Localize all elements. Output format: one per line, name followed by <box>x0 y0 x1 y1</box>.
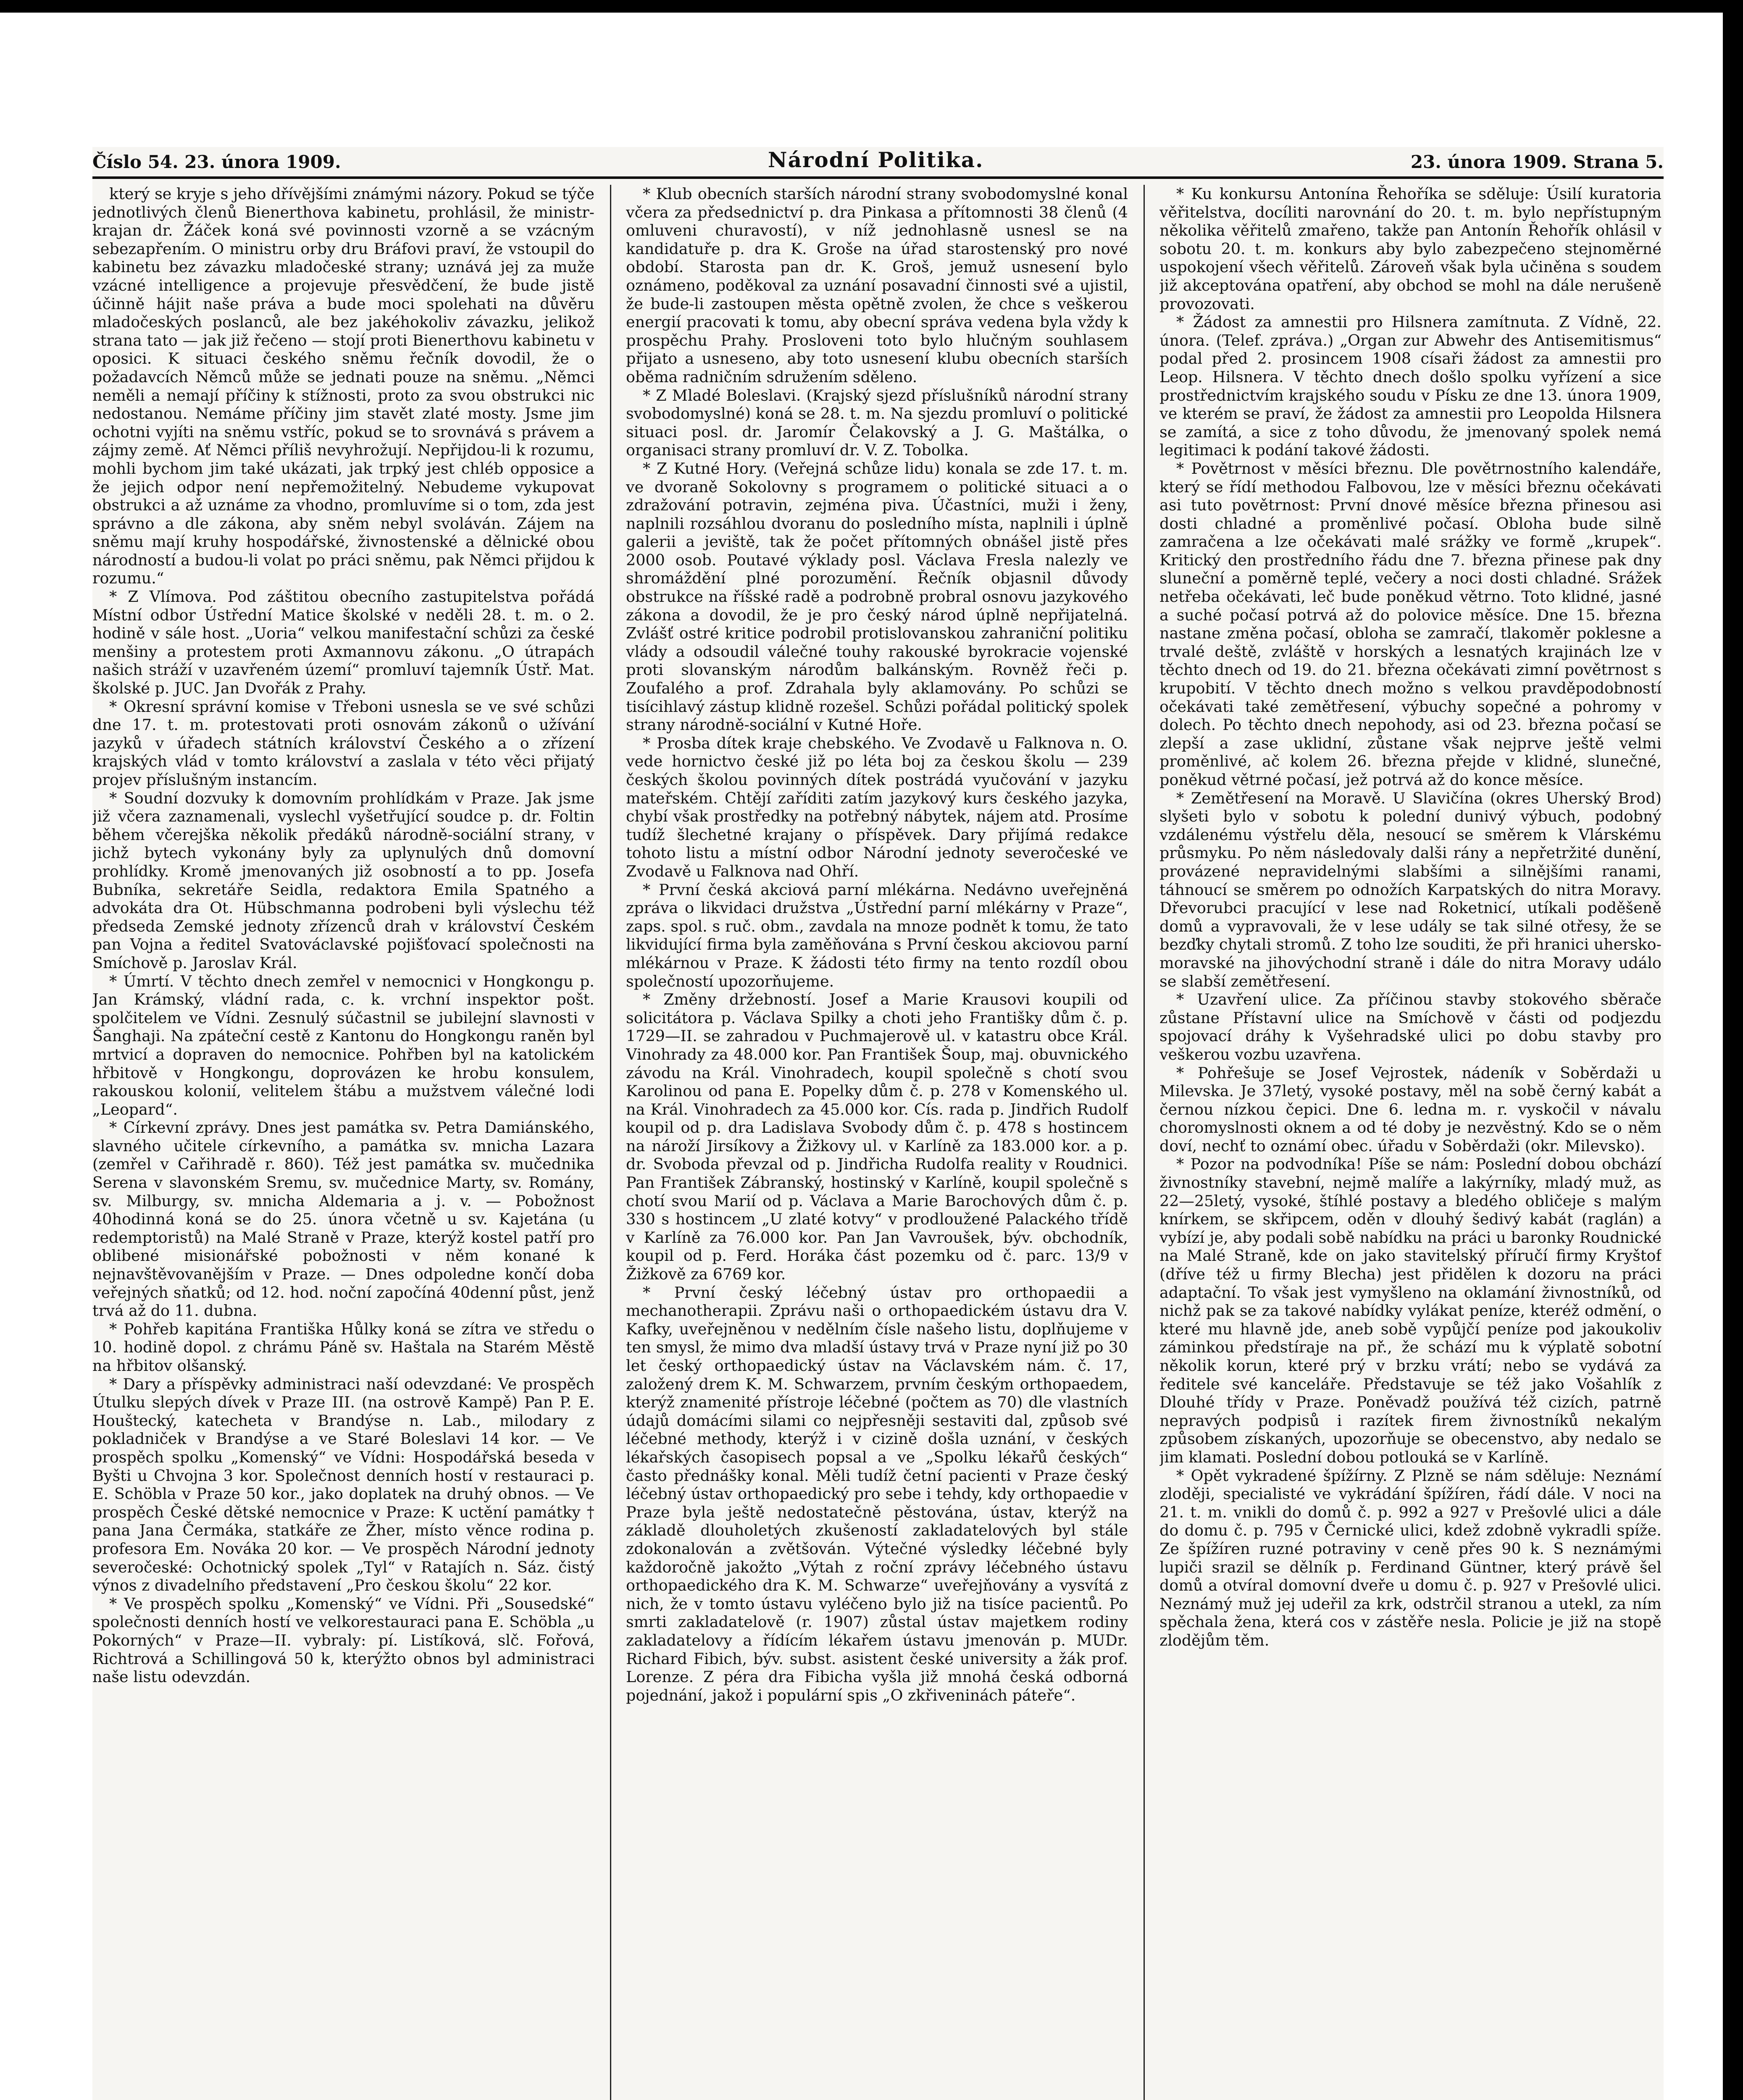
article-paragraph: * Z Mladé Boleslavi. (Krajský sjezd příslušníků národní strany svobodomyslné) koná se 28. t. m. Na sjezdu promluví o politické situaci posl. dr. Jaromír Čelakovský a J. G. Maštálka, o organisaci strany promluví dr. V. Z. Tobolka. <box>626 386 1128 459</box>
article-paragraph: * Církevní zprávy. Dnes jest památka sv. Petra Damiánského, slavného učitele církevního, a památka sv. mnicha Lazara (zemřel v Cařihradě r. 860). Též jest památka sv. mučednika Serena v slavonském Sremu, sv. mučednice Marty, sv. Romány, sv. Milburgy, sv. mnicha Aldemaria a j. v. — Pobožnost 40hodinná koná se do 25. února včetně u sv. Kajetána (u redemptoristů) na Malé Straně v Praze, kterýž kostel patří pro oblibené misionářské pobožnosti v něm konané k nejnavštěvovanějším v Praze. — Dnes odpoledne končí doba veřejných sňatků; od 12. hod. noční započíná 40denní půst, jenž trvá až do 11. dubna. <box>92 1118 594 1320</box>
article-paragraph: * Klub obecních starších národní strany svobodomyslné konal včera za předsednictví p. dra Pinkasa a přítomnosti 38 členů (4 omluveni churavostí), v níž jednohlasně usnesl se na kandidatuře p. dra K. Groše na úřad starostenský pro nové období. Starosta pan dr. K. Groš, jemuž usnesení bylo oznámeno, poděkoval za uznání posavadní činnosti své a ujistil, že bude-li zastoupen města opětně zvolen, že chce s veškerou energií pracovati k tomu, aby obecní správa vedena byla vždy k prospěchu Prahy. Prosloveni toto bylo hlučným souhlasem přijato a usneseno, aby toto usnesení klubu obecních starších oběma radničním sdružením sděleno. <box>626 185 1128 386</box>
article-paragraph: * Opět vykradené špížírny. Z Plzně se nám sděluje: Neznámí zloději, specialisté ve vykrádání špížíren, řádí dále. V noci na 21. t. m. vnikli do domů č. p. 992 a 927 v Prešovlé ulici a dále do domu č. p. 795 v Černické ulici, kdež zdobně vykradli spíže. Ze špížíren ruzné potraviny v ceně přes 90 k. S neznámými lupiči srazil se dělník p. Ferdinand Güntner, který právě šel domů a otvíral domovní dveře u domu č. p. 927 v Prešovlé ulici. Neznámý muž jej udeřil za krk, odstrčil stranou a utekl, za ním spěchala žena, která cos v zástěře nesla. Policie je již na stopě zlodějům těm. <box>1159 1466 1662 1649</box>
article-paragraph: který se kryje s jeho dřívějšími známými názory. Pokud se týče jednotlivých členů Bienerthova kabinetu, prohlásil, že ministr-krajan dr. Žáček koná své povinnosti vzorně a se vzácným sebezapřením. O ministru orby dru Bráfovi praví, že vstoupil do kabinetu bez závazku mladočeské strany; uznává jej za muže vzácné intelligence a projevuje přesvědčení, že bude jistě účinně hájit naše práva a bude moci spolehati na důvěru mladočeských poslanců, ale bez jakéhokoliv závazku, jelikož strana tato — jak již řečeno — stojí proti Bienerthovu kabinetu v oposici. K situaci českého sněmu řečník dovodil, že o požadavcích Němců může se jednati pouze na sněmu. „Němci neměli a nemají příčiny k stížnosti, proto za svou obstrukci nic nedostanou. Nemáme příčiny jim stavět zlaté mosty. Jsme jim ochotni vyjíti na sněmu vstříc, pokud se to srovnává s právem a zájmy země. Ať Němci příliš nevyhrožují. Nepřijdou-li k rozumu, mohli bychom jim také ukázati, jak trpký jest chléb opposice a že jejich odpor není nepřemožitelný. Nebudeme vykupovat obstrukci a až uznáme za vhodno, promluvíme si o tom, zda jest správno a dle zákona, aby sněm nebyl svoláván. Zájem na sněmu mají kruhy hospodářské, živnostenské a dělnické obou národností a budou-li volat po práci sněmu, pak Němci přijdou k rozumu.“ <box>92 185 594 588</box>
article-paragraph: * Pohřešuje se Josef Vejrostek, nádeník v Soběrdaži u Milevska. Je 37letý, vysoké postavy, měl na sobě černý kabát a černou nízkou čepici. Dne 6. ledna m. r. vyskočil v návalu choromyslnosti oknem a od té doby je nezvěstný. Kdo se o něm doví, nechť to oznámí obec. úřadu v Soběrdaži (okr. Milevsko). <box>1159 1063 1662 1155</box>
article-paragraph: * Úmrtí. V těchto dnech zemřel v nemocnici v Hongkongu p. Jan Krámský, vládní rada, c. k. vrchní inspektor pošt. spolčitelem ve Vídni. Zesnulý súčastnil se jubilejní slavnosti v Šanghaji. Na zpáteční cestě z Kantonu do Hongkongu raněn byl mrtvicí a dopraven do nemocnice. Pohřben byl na katolickém hřbitově v Hongkongu, doprovázen ke hrobu konsulem, rakouskou kolonií, velitelem štábu a mužstvem válečné lodi „Leopard“. <box>92 972 594 1118</box>
article-paragraph: * Žádost za amnestii pro Hilsnera zamítnuta. Z Vídně, 22. února. (Telef. zpráva.) „Organ zur Abwehr des Antisemitismus“ podal před 2. prosincem 1908 císaři žádost za amnestii pro Leop. Hilsnera. V těchto dnech došlo spolku vyřízení a sice prostřednictvím krajského soudu v Písku ze dne 13. února 1909, ve kterém se praví, že žádost za amnestii pro Leopolda Hilsnera se zamítá, a sice z toho důvodu, že jmenovaný spolek nemá legitimaci k podání takové žádosti. <box>1159 313 1662 459</box>
article-paragraph: * První česká akciová parní mlékárna. Nedávno uveřejněná zpráva o likvidaci družstva „Ústřední parní mlékárny v Praze“, zaps. spol. s ruč. obm., zavdala na mnoze podnět k tomu, že tato likvidující firma byla zaměňována s První českou akciovou parní mlékárnou v Praze. K žádosti této firmy na tento rozdíl obou společností upozorňujeme. <box>626 880 1128 990</box>
article-paragraph: * Ku konkursu Antonína Řehoříka se sděluje: Úsilí kuratoria věřitelstva, docíliti narovnání do 20. t. m. bylo nepřístupným několika věřitelů zmařeno, takže pan Antonín Řehořík ohlásil v sobotu 20. t. m. konkurs aby bylo zabezpečeno stejnoměrné uspokojení všech věřitelů. Zároveň však byla učiněna s soudem již akceptována opatření, aby obchod se mohl na dále nerušeně provozovati. <box>1159 185 1662 313</box>
date-page: 23. února 1909. Strana 5. <box>1410 152 1664 172</box>
scan-border-top <box>0 0 1743 13</box>
article-paragraph: * Dary a příspěvky administraci naší odevzdané: Ve prospěch Útulku slepých dívek v Praze III. (na ostrově Kampě) Pan P. E. Houštecký, katecheta v Brandýse n. Lab., milodary z pokladniček v Brandýse a ve Staré Boleslavi 14 kor. — Ve prospěch spolku „Komenský“ ve Vídni: Hospodářská beseda v Byšti u Chvojna 3 kor. Společnost denních hostí v restauraci p. E. Schöbla v Praze 50 kor., jako doplatek na druhý obnos. — Ve prospěch České dětské nemocnice v Praze: K uctění památky † pana Jana Čermáka, statkáře ze Žher, místo věnce rodina p. profesora Em. Nováka 20 kor. — Ve prospěch Národní jednoty severočeské: Ochotnický spolek „Tyl“ v Ratajích n. Sáz. čistý výnos z divadelního představení „Pro českou školu“ 22 kor. <box>92 1375 594 1595</box>
newspaper-page <box>92 147 1664 2100</box>
article-paragraph: * Prosba dítek kraje chebského. Ve Zvodavě u Falknova n. O. vede hornictvo české již po léta boj za českou školu — 239 českých školou povinných dítek postrádá vyučování v jazyku mateřském. Chtějí zaříditi zatím jazykový kurs českého jazyka, chybí však prostředky na potřebný nábytek, nájem atd. Prosíme tudíž šlechetné krajany o příspěvek. Dary přijímá redakce tohoto listu a místní odbor Národní jednoty severočeské ve Zvodavě u Falknova nad Ohří. <box>626 734 1128 880</box>
article-paragraph: * Uzavření ulice. Za příčinou stavby stokového sběrače zůstane Přístavní ulice na Smíchově v části od podjezdu spojovací dráhy k Vyšehradské ulici po dobu stavby pro veškerou vozbu uzavřena. <box>1159 990 1662 1063</box>
article-paragraph: * Zemětřesení na Moravě. U Slavičína (okres Uherský Brod) slyšeti bylo v sobotu k polední dunivý výbuch, podobný vzdálenému výstřelu děla, nesoucí se směrem k Vlárskému průsmyku. Po něm následovaly dalši rány a nepřetržité dunění, provázené nepravidelnými slabšími a silnějšími ranami, táhnoucí se směrem po odnožích Karpatských do nitra Moravy. Dřevorubci pracující v lese nad Roketnicí, utíkali poděšeně domů a vypravovali, že v lese udály se tak silné otřesy, že se bezďky chytali stromů. Z toho lze souditi, že při hranici uhersko-moravské na jihovýchodní straně i dále do nitra Moravy událo se slabší zemětřesení. <box>1159 789 1662 990</box>
article-paragraph: * Okresní správní komise v Třeboni usnesla se ve své schůzi dne 17. t. m. protestovati proti osnovám zákonů o užívání jazyků v úřadech státních království Českého a o zřízení krajských vlád v tomto království a zaslala v této věci přijatý projev příslušným instancím. <box>92 697 594 789</box>
page-header <box>92 147 1664 172</box>
article-paragraph: * První český léčebný ústav pro orthopaedii a mechanotherapii. Zprávu naši o orthopaedickém ústavu dra V. Kafky, uveřejněnou v nedělním čísle našeho listu, doplňujeme v ten smysl, že mimo dva mladší ústavy trvá v Praze nyní již po 30 let český orthopaedický ústav na Václavském nám. č. 17, založený drem K. M. Schwarzem, prvním českým orthopaedem, kterýž znamenité přístroje léčebné (počtem as 70) dle vlastních údajů domácími silami co nejpřesněji sestaviti dal, způsob své léčebné methody, kterýž i v cizině došla uznání, v českých lékařských časopisech popsal a ve „Spolku lékařů českých“ často přednášky konal. Měli tudíž četní pacienti v Praze český léčebný ústav orthopaedický pro sebe i tehdy, kdy orthopaedie v Praze byla ještě nedostatečně pěstována, ústav, kterýž na základě dlouholetých zkušeností zakladatelových byl stále zdokonalován a zvětšován. Výtečné výsledky léčebné byly každoročně jakožto „Výtah z roční zprávy léčebného ústavu orthopaedického dra K. M. Schwarze“ uveřejňovány a vysvítá z nich, že v tomto ústavu vyléčeno bylo již na tisíce pacientů. Po smrti zakladatelově (r. 1907) zůstal ústav majetkem rodiny zakladatelovy a řídícím lékařem ústavu jmenován p. MUDr. Richard Fibich, býv. subst. asistent české university a žák prof. Lorenze. Z péra dra Fibicha vyšla již mnohá česká odborná pojednání, jakož i populární spis „O zkřiveninách páteře“. <box>626 1283 1128 1704</box>
article-paragraph: * Ve prospěch spolku „Komenský“ ve Vídni. Při „Sousedské“ společnosti denních hostí ve velkorestauraci pana E. Schöbla „u Pokorných“ v Praze—II. vybraly: pí. Listíková, slč. Fořová, Richtrová a Schillingová 50 k, kterýžto obnos byl administraci naše listu odevzdán. <box>92 1594 594 1686</box>
column-divider <box>610 185 611 2100</box>
masthead: Národní Politika. <box>768 147 984 172</box>
article-paragraph: * Pohřeb kapitána Františka Hůlky koná se zítra ve středu o 10. hodině dopol. z chrámu Páně sv. Haštala na Starém Městě na hřbitov olšanský. <box>92 1320 594 1375</box>
scan-border-right <box>1723 0 1743 2100</box>
article-paragraph: * Změny držebností. Josef a Marie Krausovi koupili od solicitátora p. Václava Spilky a choti jeho Františky dům č. p. 1729—II. se zahradou v Puchmajerově ul. v katastru obce Král. Vinohrady za 48.000 kor. Pan František Šoup, maj. obuvnického závodu na Král. Vinohradech, koupil společně s chotí svou Karolinou od pana E. Popelky dům č. p. 278 v Komenského ul. na Král. Vinohradech za 45.000 kor. Cís. rada p. Jindřich Rudolf koupil od p. dra Ladislava Svobody dům č. p. 478 s hostincem na nároží Jirsíkovy a Žižkovy ul. v Karlíně za 183.000 kor. a p. dr. Svoboda převzal od p. Jindřicha Rudolfa reality v Roudnici. Pan František Zábranský, hostinský v Karlíně, koupil společně s chotí svou Marií od p. Václava a Marie Barochových dům č. p. 330 s hostincem „U zlaté kotvy“ v prodloužené Palackého třídě v Karlíně za 76.000 kor. Pan Jan Vavroušek, býv. obchodník, koupil od p. Ferd. Horáka část pozemku od č. parc. 13/9 v Žižkově za 6769 kor. <box>626 990 1128 1284</box>
article-paragraph: * Povětrnost v měsíci březnu. Dle povětrnostního kalendáře, který se řídí methodou Falbovou, lze v měsíci březnu očekávati asi tuto povětrnost: První dnové měsíce března přinesou asi dosti chladné a proměnlivé počasí. Obloha bude silně zamračena a lze očekávati malé srážky ve formě „krupek“. Kritický den prostředního řádu dne 7. března přinese pak dny sluneční a poměrně teplé, večery a noci dosti chladné. Srážek netřeba očekávati, leč bude poněkud větrno. Toto klidné, jasné a suché počasí potrvá až do polovice měsíce. Dne 15. března nastane změna počasí, obloha se zamračí, tlakoměr poklesne a trvalé deště, zvláště v horských a lesnatých krajinách lze v těchto dnech od 19. do 21. března očekávati zimní povětrnost s krupobití. V těchto dnech možno s velkou pravděpodobností očekávati také zemětřesení, výbuchy sopečné a pohromy v dolech. Po těchto dnech nepohody, asi od 23. března počasí se zlepší a zase uklidní, zůstane však nejprve ještě velmi proměnlivé, ač kolem 26. března přejde v klidné, slunečné, poněkud větrné počasí, jež potrvá až do konce měsíce. <box>1159 459 1662 789</box>
column-2 <box>626 185 1128 2100</box>
article-paragraph: * Pozor na podvodníka! Píše se nám: Poslední dobou obchází živnostníky stavební, nejmě malíře a lakýrníky, mladý muž, as 22—25letý, vysoké, štíhlé postavy a bledého obličeje s malým knírkem, se skřipcem, oděn v dlouhý šedivý kabát (raglán) a vybízí je, aby podali sobě nabídku na práci u baronky Roudnické na Malé Straně, kde on jako stavitelský příručí firmy Kryštof (dříve též u firmy Blecha) jest přidělen k dozoru na práci adaptační. To však jest vymyšleno na oklamání živnostníků, od nichž pak se za takové nabídky vylákat peníze, kteréž odmění, o které mu hlavně jde, aneb sobě vypůjčí peníze pod jakoukoliv záminkou předstíraje na př., že schází mu k výplatě sobotní několik korun, které prý v brzku vrátí; nebo se vydává za ředitele své kanceláře. Představuje se též jako Vošahlík z Dlouhé třídy v Praze. Poněvadž používá též cizích, patrně nepravých podpisů i razítek firem živnostníků nekalým způsobem získaných, upozorňuje se obecenstvo, aby nedalo se jim klamati. Poslední dobou potlouká se v Karlíně. <box>1159 1155 1662 1466</box>
column-3 <box>1159 185 1662 2100</box>
issue-number: Číslo 54. 23. února 1909. <box>92 152 341 172</box>
article-paragraph: * Z Vlímova. Pod záštitou obecního zastupitelstva pořádá Místní odbor Ústřední Matice školské v neděli 28. t. m. o 2. hodině v sále host. „Uoria“ velkou manifestační schůzi za české menšiny a protestem proti Axmannovu zákonu. „O útrapách našich stráží v uzavřeném území“ promluví tajemník Ústř. Mat. školské p. JUC. Jan Dvořák z Prahy. <box>92 588 594 698</box>
column-divider <box>1144 185 1145 2100</box>
article-paragraph: * Z Kutné Hory. (Veřejná schůze lidu) konala se zde 17. t. m. ve dvoraně Sokolovny s programem o politické situaci a o zdražování potravin, zejména piva. Účastníci, muži i ženy, naplnili rozsáhlou dvoranu do posledního místa, naplnili i úplně galerii a jeviště, tak že počet přítomných obnášel jistě přes 2000 osob. Poutavé výklady posl. Václava Fresla nalezly ve shromáždění plné porozumění. Řečník objasnil důvody obstrukce na říšské radě a podrobně probral osnovu jazykového zákona a dovodil, že je pro český národ úplně nepřijatelná. Zvlášť ostré kritice podrobil protislovanskou zahraniční politiku vlády a odsoudil válečné touhy rakouské byrokracie vojenské proti slovanským národům balkánským. Rovněž řeči p. Zoufalého a prof. Zdrahala byly aklamovány. Po schůzi se tisícihlavý zástup klidně rozešel. Schůzi pořádal politický spolek strany národně-sociální v Kutné Hoře. <box>626 459 1128 734</box>
article-paragraph: * Soudní dozvuky k domovním prohlídkám v Praze. Jak jsme již včera zaznamenali, vyslechl vyšetřující soudce p. dr. Foltin během včerejška několik předáků národně-sociální strany, v jichž bytech vykonány byly za uplynulých dnů domovní prohlídky. Kromě jmenovaných již osobností a to pp. Josefa Bubníka, sekretáře Seidla, redaktora Emila Spatného a advokáta dra Ot. Hübschmanna podrobeni byli výslechu též předseda Zemské jednoty zřízenců drah v království Českém pan Vojna a ředitel Svatováclavské pojišťovací společnosti na Smíchově p. Jaroslav Král. <box>92 789 594 972</box>
column-1 <box>92 185 594 2100</box>
header-rule <box>92 176 1664 179</box>
